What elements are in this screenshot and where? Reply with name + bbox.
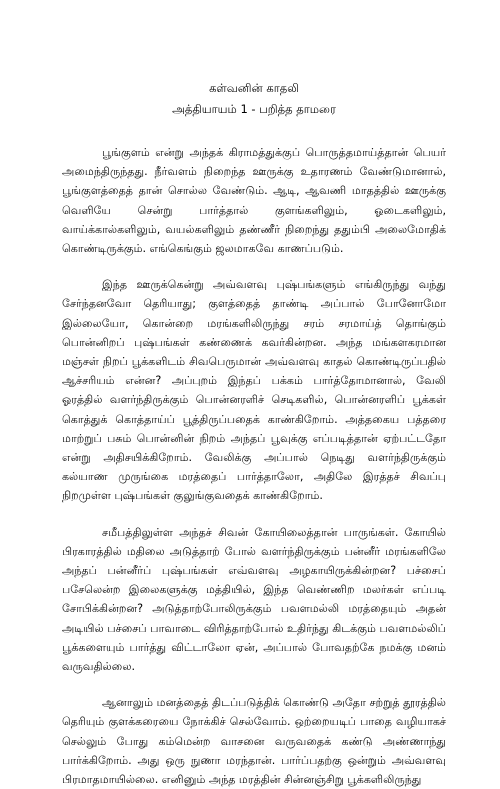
title-block xyxy=(62,78,446,120)
paragraph: இந்த ஊருக்கென்று அவ்வளவு புஷ்பங்களும் எங்கிருந்து வந்து சேர்ந்தனவோ தெரியாது; குளத்தைத் தாண்டி அப்பால் போனோமோ இல்லையோ, கொன்றை மரங்களிலிருந்து சரம் சரமாய்த் தொங்கும் பொன்னிறப் புஷ்பங்கள் கண்ணைக் கவர்கின்றன. அந்த மங்களகரமான மஞ்சள் நிறப் பூக்களிடம் சிவபெருமான் அவ்வளவு காதல் கொண்டிருப்பதில் ஆச்சரியம் என்ன? அப்புறம் இந்தப் பக்கம் பார்த்தோமானால், வேலி ஓரத்தில் வளர்ந்திருக்கும் பொன்னரளிச் செடிகளில், பொன்னரளிப் பூக்கள் கொத்துக் கொத்தாய்ப் பூத்திருப்பதைக் காண்கிறோம். அத்தகைய பத்தரை மாற்றுப் பசும் பொன்னின் நிறம் அந்தப் பூவுக்கு எப்படித்தான் ஏற்பட்டதோ என்று அதிசயிக்கிறோம். வேலிக்கு அப்பால் நெடிது வளர்ந்திருக்கும் கல்யாண முருங்கை மரத்தைப் பார்த்தாலோ, அதிலே இரத்தச் சிவப்பு நிறமுள்ள புஷ்பங்கள் குலுங்குவதைக் காண்கிறோம். xyxy=(62,278,446,503)
paragraph: ஆனாலும் மனத்தைத் திடப்படுத்திக் கொண்டு அதோ சற்றுத் தூரத்தில் தெரியும் குளக்கரையை நோக்கிச் செல்வோம். ஒற்றையடிப் பாதை வழியாகச் செல்லும் போது கம்மென்ற வாசனை வருவதைக் கண்டு அண்ணாந்து பார்க்கிறோம். அது ஒரு நுணா மரந்தான். பார்ப்பதற்கு ஒன்றும் அவ்வளவு பிரமாதமாயில்லை. எனினும் அந்த மரத்தின் சின்னஞ்சிறு பூக்களிலிருந்து xyxy=(62,696,446,787)
chapter-heading: அத்தியாயம் 1 - பறித்த தாமரை xyxy=(172,102,336,116)
paragraph: பூங்குளம் என்று அந்தக் கிராமத்துக்குப் பொருத்தமாய்த்தான் பெயர் அமைந்திருந்தது. நீர்வளம் நிறைந்த ஊருக்கு உதாரணம் வேண்டுமானால், பூங்குளத்தைத் தான் சொல்ல வேண்டும். ஆடி, ஆவணி மாதத்தில் ஊருக்கு வெளியே சென்று பார்த்தால் குளங்களிலும், ஓடைகளிலும், வாய்க்கால்களிலும், வயல்களிலும் தண்ணீர் நிறைந்து ததும்பி அலைமோதிக் கொண்டிருக்கும். எங்கெங்கும் ஜலமாகவே காணப்படும். xyxy=(62,146,446,256)
body-text xyxy=(62,143,446,789)
book-title: கள்வனின் காதலி xyxy=(209,81,299,95)
paragraph: சமீபத்திலுள்ள அந்தச் சிவன் கோயிலைத்தான் பாருங்கள். கோயில் பிரகாரத்தில் மதிலை அடுத்தாற் போல் வளர்ந்திருக்கும் பன்னீர் மரங்களிலே அந்தப் பன்னீர்ப் புஷ்பங்கள் எவ்வளவு அழகாயிருக்கின்றன? பச்சைப் பசேலென்ற இலைகளுக்கு மத்தியில், இந்த வெண்ணிற மலர்கள் எப்படி சோபிக்கின்றன? அடுத்தாற்போலிருக்கும் பவளமல்லி மரத்தையும் அதன் அடியில் பச்சைப் பாவாடை விரித்தாற்போல் உதிர்ந்து கிடக்கும் பவளமல்லிப் பூக்களையும் பார்த்து விட்டாலோ ஏன், அப்பால் போவதற்கே நமக்கு மனம் வருவதில்லை. xyxy=(62,525,446,674)
